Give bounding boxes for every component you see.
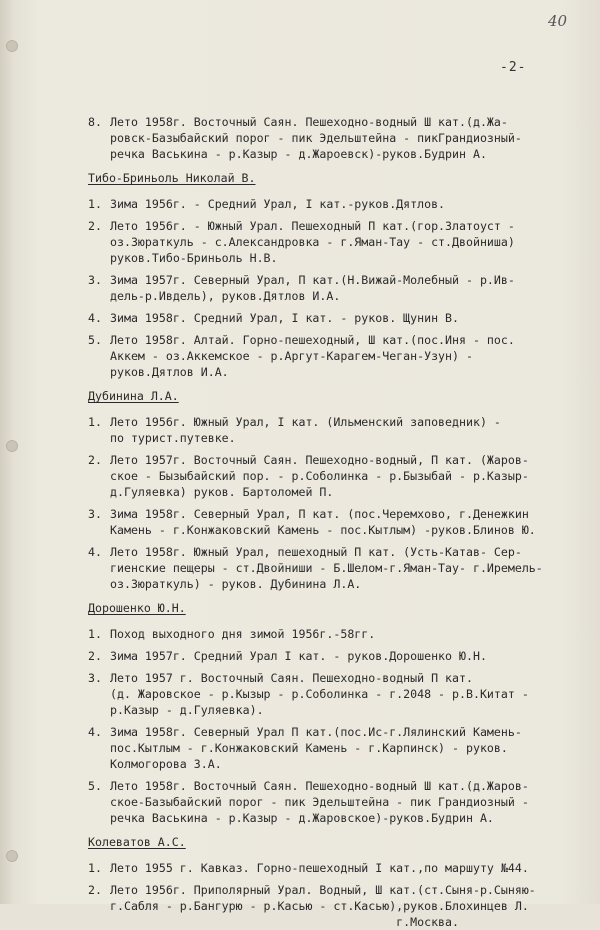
- binding-hole: [6, 850, 18, 862]
- entry-number: 2.: [88, 649, 102, 663]
- entry-text-line: Лето 1958г. Южный Урал, пешеходный П кат. (Усть-Катав- Сер-: [110, 545, 522, 559]
- trip-entry: [88, 648, 588, 664]
- entry-text-line: Камень - г.Конжаковский Камень - пос.Кытлым) -руков.Блинов Ю.: [110, 523, 536, 537]
- entry-text-line: Лето 1957г. Восточный Саян. Пешеходно-водный, П кат. (Жаров-: [110, 453, 529, 467]
- entry-text-line: Лето 1956г. Южный Урал, I кат. (Ильменский заповедник) -: [110, 415, 501, 429]
- entry-text-line: г.Москва.: [110, 915, 460, 929]
- entry-text-line: д.Гуляевка) руков. Бартоломей П.: [110, 485, 334, 499]
- entry-number: 1.: [88, 861, 102, 875]
- entry-text-line: по турист.путевке.: [110, 431, 236, 445]
- entry-text-line: Лето 1956г. - Южный Урал. Пешеходный П кат.(гор.Златоуст -: [110, 219, 515, 233]
- person-name-header: Дорошенко Ю.Н.: [88, 601, 186, 615]
- trip-entry: [88, 218, 588, 266]
- entry-text-line: Лето 1958г. Восточный Саян. Пешеходно-водный Ш кат.(д.Жа-: [110, 115, 508, 129]
- person-section: [88, 170, 588, 380]
- entry-text-line: Лето 1955 г. Кавказ. Горно-пешеходный I кат.,по маршуту №44.: [110, 861, 529, 875]
- entry-text-line: Колмогорова З.А.: [110, 757, 222, 771]
- binding-hole: [6, 440, 18, 452]
- entry-text-line: оз.Зюраткуль) - руков. Дубинина Л.А.: [110, 577, 362, 591]
- entry-text-line: Лето 1957 г. Восточный Саян. Пешеходно-водный П кат.: [110, 671, 473, 685]
- entry-number: 5.: [88, 779, 102, 793]
- entry-text-line: Лето 1956г. Приполярный Урал. Водный, Ш кат.(ст.Сыня-р.Сыняю-: [110, 883, 536, 897]
- trip-entry: [88, 882, 588, 930]
- entry-text-line: Зима 1958г. Северный Урал П кат.(пос.Ис-г.Лялинский Камень-: [110, 725, 522, 739]
- archive-page-stamp: 40: [548, 12, 568, 30]
- entry-text-line: ское - Бызыбайский пор. - р.Соболинка - р.Бызыбай - р.Казыр-: [110, 469, 529, 483]
- entry-text-line: (д. Жаровское - р.Кызыр - р.Соболинка - г.2048 - р.В.Китат -: [110, 687, 529, 701]
- entry-number: 1.: [88, 627, 102, 641]
- entry-text-line: руков.Тибо-Бриньоль Н.В.: [110, 251, 278, 265]
- entry-text-line: Зима 1956г. - Средний Урал, I кат.-руков.Дятлов.: [110, 197, 446, 211]
- trip-entry: [88, 196, 588, 212]
- entry-number: 5.: [88, 333, 102, 347]
- entry-text-line: оз.Зюраткуль - с.Александровка - г.Яман-Тау - ст.Двойниша): [110, 235, 515, 249]
- entry-text-line: гиенские пещеры - ст.Двойниши - Б.Шелом-г.Яман-Тау- г.Иремель-: [110, 561, 543, 575]
- entry-number: 3.: [88, 671, 102, 685]
- binding-hole: [6, 40, 18, 52]
- trip-entry: [88, 414, 588, 446]
- entry-number: 8.: [88, 115, 102, 129]
- entry-number: 2.: [88, 219, 102, 233]
- entry-number: 1.: [88, 197, 102, 211]
- entry-text-line: Зима 1957г. Северный Урал, П кат.(Н.Вижай-Молебный - р.Ив-: [110, 273, 515, 287]
- entry-number: 2.: [88, 453, 102, 467]
- trip-entry: [88, 724, 588, 772]
- entry-number: 2.: [88, 883, 102, 897]
- trip-entry: [88, 670, 588, 718]
- entry-number: 4.: [88, 725, 102, 739]
- entry-text-line: Лето 1958г. Алтай. Горно-пешеходный, Ш кат.(пос.Иня - пос.: [110, 333, 515, 347]
- entry-text-line: речка Васькина - р.Казыр - д.Жаровское)-руков.Будрин А.: [110, 811, 494, 825]
- trip-entry: [88, 860, 588, 876]
- trip-entry: [88, 506, 588, 538]
- person-name-header: Колеватов А.С.: [88, 835, 186, 849]
- entry-text-line: Поход выходного дня зимой 1956г.-58гг.: [110, 627, 376, 641]
- entry-text-line: ровск-Базыбайский порог - пик Эдельштейна - пикГрандиозный-: [110, 131, 522, 145]
- entry-text-line: г.Сабля - р.Бангурю - р.Касью - ст.Касью),руков.Блохинцев Л.: [110, 899, 529, 913]
- entry-number: 1.: [88, 415, 102, 429]
- entry-text-line: Зима 1958г. Северный Урал, П кат. (пос.Черемхово, г.Денежкин: [110, 507, 529, 521]
- document-body: [88, 114, 588, 930]
- entry-text-line: Зима 1958г. Средний Урал, I кат. - руков. Щунин В.: [110, 311, 460, 325]
- trip-entry: [88, 452, 588, 500]
- person-section: [88, 388, 588, 592]
- entry-text-line: речка Васькина - р.Казыр - д.Жароевск)-руков.Будрин А.: [110, 147, 487, 161]
- person-name-header: Дубинина Л.А.: [88, 389, 179, 403]
- entry-text-line: ское-Базыбайский порог - пик Эдельштейна - пик Грандиозный -: [110, 795, 529, 809]
- entry-text-line: пос.Кытлым - г.Конжаковский Камень - г.Карпинск) - руков.: [110, 741, 508, 755]
- trip-entry: [88, 544, 588, 592]
- trip-entry: [88, 114, 588, 162]
- entry-text-line: Зима 1957г. Средний Урал I кат. - руков.Дорошенко Ю.Н.: [110, 649, 487, 663]
- entry-number: 3.: [88, 507, 102, 521]
- page-number: -2-: [500, 60, 527, 75]
- entry-number: 4.: [88, 545, 102, 559]
- entry-text-line: р.Казыр - д.Гуляевка).: [110, 703, 264, 717]
- trip-entry: [88, 332, 588, 380]
- trip-entry: [88, 626, 588, 642]
- entry-text-line: руков.Дятлов И.А.: [110, 365, 229, 379]
- trip-entry: [88, 778, 588, 826]
- person-section: [88, 834, 588, 930]
- person-name-header: Тибо-Бриньоль Николай В.: [88, 171, 256, 185]
- person-section: [88, 600, 588, 826]
- entry-number: 4.: [88, 311, 102, 325]
- entry-number: 3.: [88, 273, 102, 287]
- person-section: [88, 114, 588, 162]
- entry-text-line: Лето 1958г. Восточный Саян. Пешеходно-водный Ш кат.(д.Жаров-: [110, 779, 529, 793]
- trip-entry: [88, 272, 588, 304]
- entry-text-line: Аккем - оз.Аккемское - р.Аргут-Карагем-Чеган-Узун) -: [110, 349, 473, 363]
- entry-text-line: дель-р.Ивдель), руков.Дятлов И.А.: [110, 289, 341, 303]
- trip-entry: [88, 310, 588, 326]
